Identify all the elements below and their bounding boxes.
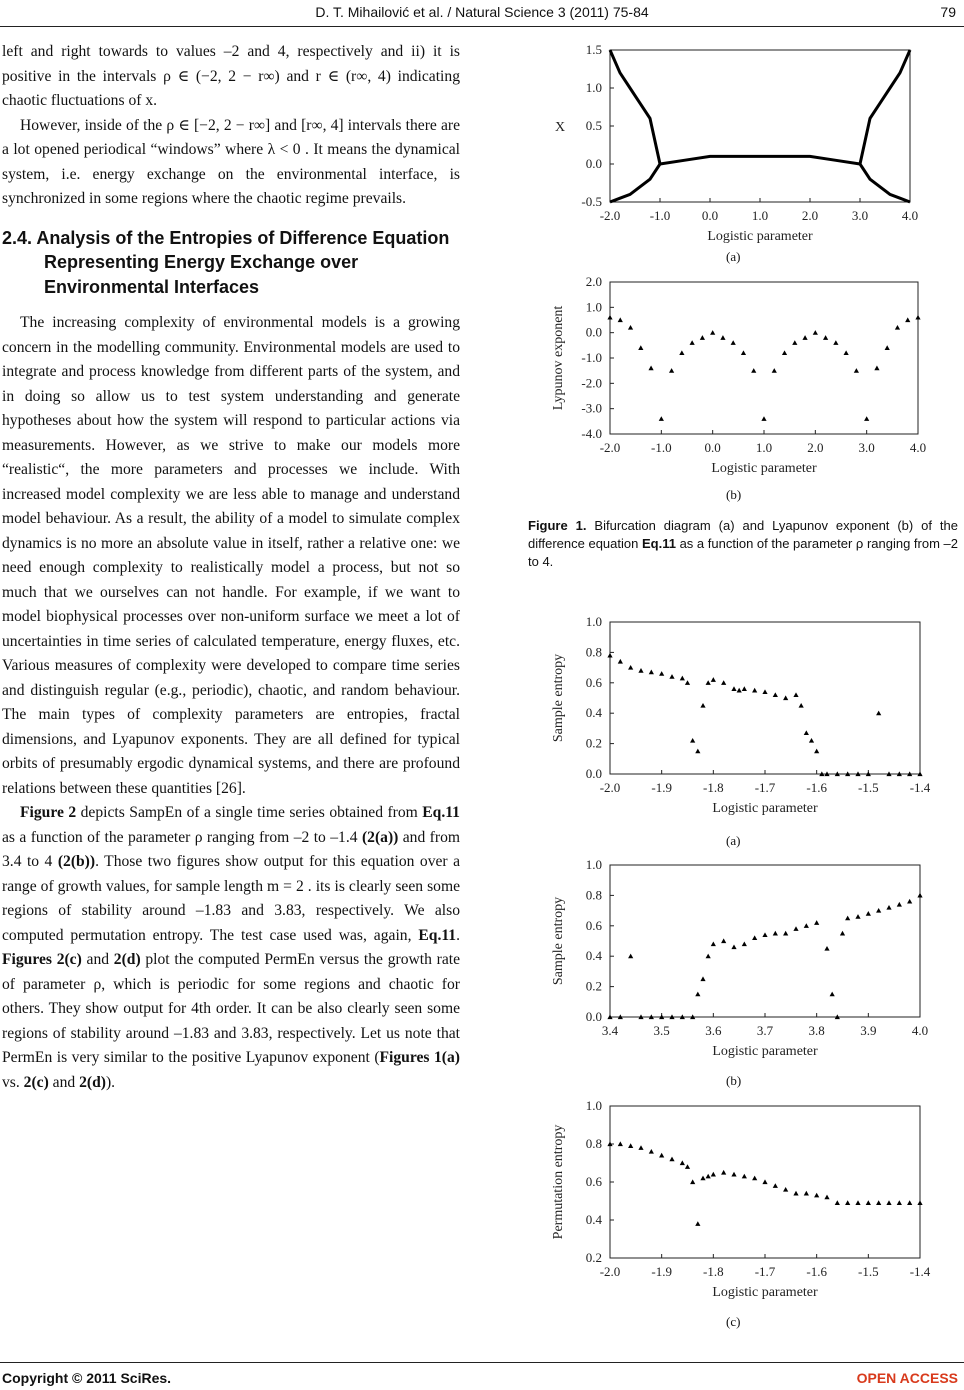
- data-point: [793, 926, 798, 931]
- paragraph-1: left and right towards to values –2 and 4, respectively and ii) it is positive in the intervals ρ ∈ (−2, 2 − r∞) and r ∈ (r∞, 4) indicating chaotic fluctuations of x.: [2, 43, 460, 109]
- data-point: [845, 916, 850, 921]
- plot-frame: [610, 282, 918, 434]
- x-tick-label: 0.0: [704, 440, 721, 455]
- paragraph-2: However, inside of the ρ ∈ [−2, 2 − r∞] and [r∞, 4] intervals there are a lot opened periodical “windows” where λ < 0 . It means the dynamical system, i.e. energy exchange on the environmental interface, is synchronized in some regions where the chaotic regime prevails.: [2, 116, 460, 207]
- x-tick-label: 2.0: [801, 208, 819, 223]
- data-point: [844, 350, 849, 355]
- data-point: [711, 1172, 716, 1177]
- data-point: [752, 1176, 757, 1181]
- ref-figure-2: Figure 2: [20, 804, 77, 821]
- text-run: depicts SampEn of a single time series obtained from: [76, 804, 423, 821]
- data-point: [659, 1153, 664, 1158]
- x-axis-label: Logistic parameter: [711, 461, 817, 476]
- data-point: [814, 1193, 819, 1198]
- y-tick-label: 0.4: [585, 705, 602, 721]
- x-tick-label: -1.4: [909, 1264, 931, 1279]
- permutation-entropy-chart: [540, 1096, 940, 1312]
- paragraph-4: [2, 801, 460, 1095]
- data-point: [772, 368, 777, 373]
- data-point: [731, 686, 736, 691]
- x-tick-label: -1.0: [651, 440, 672, 455]
- data-point: [814, 749, 819, 754]
- ref-2b: (2(b)): [57, 853, 96, 870]
- x-tick-label: -1.5: [858, 1264, 879, 1279]
- data-point: [802, 335, 807, 340]
- x-tick-label: -2.0: [599, 208, 621, 223]
- y-tick-label: -1.0: [581, 350, 602, 365]
- y-tick-label: 0.0: [585, 324, 602, 340]
- data-point: [824, 1195, 829, 1200]
- data-point: [885, 345, 890, 350]
- data-point: [915, 315, 920, 320]
- data-point: [680, 676, 685, 681]
- data-point: [690, 1179, 695, 1184]
- data-point: [874, 366, 879, 371]
- data-point: [799, 703, 804, 708]
- data-point: [731, 340, 736, 345]
- x-tick-label: -1.4: [909, 780, 931, 795]
- x-tick-label: -1.0: [649, 208, 671, 223]
- data-point: [669, 674, 674, 679]
- data-point: [897, 1200, 902, 1205]
- ref-2d-b: 2(d): [79, 1073, 106, 1091]
- y-tick-label: 0.2: [585, 978, 602, 994]
- data-point: [773, 692, 778, 697]
- data-point: [814, 920, 819, 925]
- data-point: [721, 680, 726, 685]
- data-point: [907, 1200, 912, 1205]
- data-point: [866, 911, 871, 916]
- data-point: [706, 1174, 711, 1179]
- data-point: [659, 671, 664, 676]
- data-point: [695, 1221, 700, 1226]
- upper-branch-right: [860, 50, 910, 164]
- y-axis-label: Lypunov exponent: [551, 305, 566, 411]
- data-point: [917, 893, 922, 898]
- bifurcation-chart: [540, 40, 940, 245]
- data-point: [607, 653, 612, 658]
- caption-text: as a function of the parameter ρ ranging from –2 to 4.: [528, 536, 958, 569]
- data-point: [742, 941, 747, 946]
- ref-2c: 2(c): [23, 1073, 49, 1091]
- text-run: plot the computed PermEn versus the growth rate of parameter ρ, which is periodic for some regions and chaotic for others. They show output for 4th order. It can be also clearly seen some regions of stability around –1.83 and 3.83, respectively. Let us note that PermEn is very similar to the positive Lyapunov exponent (: [2, 951, 460, 1066]
- left-column: [2, 40, 460, 1095]
- data-point: [711, 941, 716, 946]
- y-axis-label: X: [554, 120, 566, 135]
- data-point: [823, 335, 828, 340]
- plot-frame: [610, 50, 910, 202]
- data-point: [648, 366, 653, 371]
- data-point: [809, 738, 814, 743]
- text-run: and: [48, 1073, 80, 1091]
- chart-sublabel: (a): [726, 249, 741, 264]
- data-point: [876, 908, 881, 913]
- x-tick-label: 3.0: [851, 208, 869, 223]
- chart-sublabel: (c): [726, 1314, 741, 1329]
- caption-label: Figure 1.: [528, 518, 587, 533]
- data-point: [690, 340, 695, 345]
- x-tick-label: -1.6: [806, 780, 827, 795]
- y-tick-label: 0.0: [585, 1009, 602, 1024]
- data-point: [618, 1141, 623, 1146]
- ref-eq11: Eq.11: [422, 804, 460, 821]
- ref-2d: 2(d): [113, 951, 141, 968]
- data-point: [659, 416, 664, 421]
- ref-figures-2c: Figures 2(c): [2, 951, 82, 968]
- data-point: [845, 1200, 850, 1205]
- x-tick-label: 2.0: [807, 440, 824, 455]
- y-axis-label: Sample entropy: [551, 653, 566, 743]
- caption-text: Bifurcation diagram (a) and Lyapunov exponent (b) of the difference equation: [528, 518, 958, 551]
- data-point: [773, 1183, 778, 1188]
- data-point: [618, 659, 623, 664]
- data-point: [628, 1143, 633, 1148]
- x-tick-label: 3.9: [860, 1023, 877, 1038]
- data-point: [618, 317, 623, 322]
- data-point: [628, 325, 633, 330]
- y-tick-label: 1.0: [585, 299, 602, 315]
- data-point: [804, 923, 809, 928]
- y-tick-label: 2.0: [585, 274, 602, 289]
- y-tick-label: -3.0: [581, 400, 602, 416]
- data-point: [721, 938, 726, 943]
- data-point: [792, 340, 797, 345]
- data-point: [855, 914, 860, 919]
- text-run: and: [81, 951, 114, 968]
- data-point: [638, 345, 643, 350]
- data-point: [669, 1157, 674, 1162]
- x-tick-label: -1.9: [651, 1264, 672, 1279]
- x-tick-label: -2.0: [599, 780, 621, 795]
- y-tick-label: 0.4: [585, 948, 602, 964]
- ref-figures-1a: Figures 1(a): [379, 1049, 460, 1066]
- lyapunov-chart: [540, 272, 940, 484]
- y-tick-label: 1.0: [585, 1098, 602, 1113]
- chart-svg: [540, 1096, 940, 1312]
- data-point: [813, 330, 818, 335]
- data-point: [783, 1187, 788, 1192]
- text-run: . Those two figures show output for this equation over a range of growth values, for sample length m = 2 . its is clearly seen some regions of stability around –1.83 and 3.83, respectively. We also computed permutation entropy. The test case used was, again,: [2, 853, 460, 944]
- data-point: [685, 680, 690, 685]
- data-point: [731, 944, 736, 949]
- text-run: .: [456, 926, 460, 944]
- data-point: [721, 1170, 726, 1175]
- data-point: [782, 350, 787, 355]
- x-tick-label: -2.0: [599, 1264, 621, 1279]
- section-heading: 2.4. Analysis of the Entropies of Difference Equation Representing Energy Exchange over Environmental Interfaces: [2, 227, 450, 297]
- y-tick-label: -2.0: [581, 375, 602, 391]
- data-point: [804, 1191, 809, 1196]
- data-point: [706, 680, 711, 685]
- data-point: [907, 899, 912, 904]
- data-point: [773, 931, 778, 936]
- data-point: [804, 730, 809, 735]
- x-tick-label: -1.7: [754, 1264, 776, 1279]
- data-point: [649, 670, 654, 675]
- lower-branch: [610, 164, 660, 202]
- fixed-point-branch: [660, 156, 860, 164]
- data-point: [679, 350, 684, 355]
- data-point: [628, 954, 633, 959]
- x-tick-label: 0.0: [701, 208, 719, 223]
- x-tick-label: -1.8: [703, 780, 724, 795]
- data-point: [695, 992, 700, 997]
- data-point: [917, 1200, 922, 1205]
- data-point: [783, 931, 788, 936]
- data-point: [700, 976, 705, 981]
- x-tick-label: -1.8: [703, 1264, 724, 1279]
- data-point: [897, 902, 902, 907]
- y-tick-label: 0.6: [585, 674, 602, 690]
- y-tick-label: 0.4: [585, 1212, 602, 1227]
- data-point: [866, 1200, 871, 1205]
- y-tick-label: 0.5: [585, 118, 602, 133]
- y-tick-label: 0.0: [585, 156, 602, 171]
- caption-eq: Eq.11: [641, 536, 676, 551]
- y-tick-label: -0.5: [581, 194, 602, 209]
- data-point: [706, 954, 711, 959]
- text-run: vs.: [2, 1073, 24, 1091]
- data-point: [840, 931, 845, 936]
- chart-svg: [540, 272, 940, 484]
- data-point: [607, 315, 612, 320]
- x-tick-label: -1.5: [858, 780, 879, 795]
- data-point: [710, 330, 715, 335]
- y-tick-label: 1.0: [585, 80, 602, 95]
- sample-entropy-b-chart: [540, 855, 940, 1071]
- x-axis-label: Logistic parameter: [712, 1044, 818, 1059]
- data-point: [886, 1200, 891, 1205]
- x-tick-label: 4.0: [909, 440, 927, 455]
- open-access-badge: OPEN ACCESS: [856, 1370, 958, 1386]
- ref-2a: (2(a)): [361, 828, 399, 846]
- y-tick-label: 0.8: [585, 644, 602, 660]
- data-point: [685, 1164, 690, 1169]
- data-point: [876, 711, 881, 716]
- data-point: [886, 905, 891, 910]
- data-point: [762, 689, 767, 694]
- y-tick-label: 0.6: [585, 917, 602, 933]
- x-tick-label: -1.7: [754, 780, 776, 795]
- data-point: [751, 368, 756, 373]
- data-point: [752, 688, 757, 693]
- copyright: Copyright © 2011 SciRes.: [2, 1370, 172, 1386]
- data-point: [793, 692, 798, 697]
- x-tick-label: -2.0: [599, 440, 621, 455]
- running-title: D. T. Mihailović et al. / Natural Science 3 (2011) 75-84: [315, 4, 649, 20]
- chart-svg: [540, 612, 940, 830]
- x-tick-label: 3.5: [653, 1023, 670, 1038]
- data-point: [895, 325, 900, 330]
- data-point: [711, 677, 716, 682]
- data-point: [876, 1200, 881, 1205]
- chart-sublabel: (b): [726, 1073, 742, 1088]
- data-point: [628, 665, 633, 670]
- chart-svg: [540, 855, 940, 1071]
- data-point: [742, 686, 747, 691]
- data-point: [638, 1145, 643, 1150]
- data-point: [695, 749, 700, 754]
- y-tick-label: 0.2: [585, 735, 602, 751]
- y-axis-label: Sample entropy: [551, 896, 566, 986]
- text-run: ).: [105, 1073, 116, 1091]
- ref-eq11-b: Eq.11: [418, 926, 457, 944]
- chart-sublabel: (a): [726, 833, 741, 848]
- y-tick-label: 0.8: [585, 1136, 602, 1151]
- x-axis-label: Logistic parameter: [707, 229, 813, 244]
- data-point: [737, 688, 742, 693]
- lower-branch-right: [860, 164, 910, 202]
- data-point: [741, 350, 746, 355]
- x-tick-label: 3.0: [858, 440, 875, 455]
- data-point: [690, 738, 695, 743]
- y-axis-label: Permutation entropy: [551, 1124, 566, 1240]
- x-tick-label: 1.0: [755, 440, 773, 455]
- data-point: [833, 340, 838, 345]
- data-point: [835, 1200, 840, 1205]
- data-point: [864, 416, 869, 421]
- y-tick-label: 0.0: [585, 766, 602, 781]
- x-tick-label: 1.0: [751, 208, 769, 223]
- data-point: [700, 335, 705, 340]
- plot-frame: [610, 622, 920, 774]
- x-tick-label: -1.9: [651, 780, 672, 795]
- x-tick-label: 3.4: [601, 1023, 619, 1038]
- figure-1-caption: [528, 517, 958, 571]
- data-point: [680, 1160, 685, 1165]
- data-point: [649, 1149, 654, 1154]
- chart-sublabel: (b): [726, 487, 742, 502]
- data-point: [855, 1200, 860, 1205]
- data-point: [793, 1191, 798, 1196]
- data-point: [762, 932, 767, 937]
- x-axis-label: Logistic parameter: [712, 801, 818, 816]
- x-axis-label: Logistic parameter: [712, 1285, 818, 1300]
- data-point: [700, 703, 705, 708]
- data-point: [762, 1179, 767, 1184]
- y-tick-label: 0.8: [585, 887, 602, 903]
- data-point: [783, 695, 788, 700]
- x-tick-label: 3.6: [705, 1023, 722, 1038]
- data-point: [854, 368, 859, 373]
- plot-frame: [610, 865, 920, 1017]
- text-run: and from 3.4 to 4: [2, 828, 460, 870]
- data-point: [720, 335, 725, 340]
- y-tick-label: 1.5: [585, 42, 602, 57]
- y-tick-label: 1.0: [585, 614, 602, 629]
- data-point: [830, 992, 835, 997]
- x-tick-label: -1.6: [806, 1264, 827, 1279]
- x-tick-label: 3.7: [756, 1023, 774, 1038]
- x-tick-label: 3.8: [808, 1023, 825, 1038]
- page-number: 79: [940, 4, 956, 20]
- paragraph-3: The increasing complexity of environmental models is a growing concern in the modelling community. Environmental models are used to integrate and process knowledge from different parts of the system, and in doing so allow us to test system understanding and generate hypotheses about how the system will respond to particular actions via measurements. However, as we strive to make our models more “realistic“, the more parameters and processes we include. With increased model complexity we are less able to manage and understand model behaviour. As a result, the ability of a model to simulate complex dynamics is no more an absolute value in itself, rather a relative one: we need enough complexity to realistically model a process, but not so much that we ourselves can not handle. For example, if we want to model biophysical processes over non-uniform surface we meet a lot of uncertainties in time series of calculated temperature, energy fluxes, etc. Various measures of complexity were developed to compare time series and distinguish regular (e.g., periodic), chaotic, and random behaviour. The main types of complexity parameters are entropies, fractal dimensions, and Lyapunov exponents. They are all defined for typical orbits of presumably ergodic dynamical systems, and there are profound relations between these quantities [26].: [2, 314, 460, 797]
- sample-entropy-a-chart: [540, 612, 940, 830]
- data-point: [731, 1172, 736, 1177]
- data-point: [700, 1176, 705, 1181]
- data-point: [824, 946, 829, 951]
- y-tick-label: 0.6: [585, 1174, 602, 1189]
- data-point: [669, 368, 674, 373]
- data-point: [742, 1174, 747, 1179]
- data-point: [752, 935, 757, 940]
- data-point: [905, 317, 910, 322]
- chart-svg: [540, 40, 940, 245]
- x-tick-label: 4.0: [911, 1023, 929, 1038]
- running-header: [0, 0, 964, 27]
- x-tick-label: 4.0: [901, 208, 919, 223]
- y-tick-label: 1.0: [585, 857, 602, 872]
- y-tick-label: 0.2: [585, 1250, 602, 1265]
- data-point: [638, 668, 643, 673]
- data-point: [761, 416, 766, 421]
- y-tick-label: -4.0: [581, 426, 602, 441]
- page-footer: [0, 1362, 964, 1390]
- upper-branch: [610, 50, 660, 164]
- text-run: as a function of the parameter ρ ranging from –2 to –1.4: [2, 828, 362, 846]
